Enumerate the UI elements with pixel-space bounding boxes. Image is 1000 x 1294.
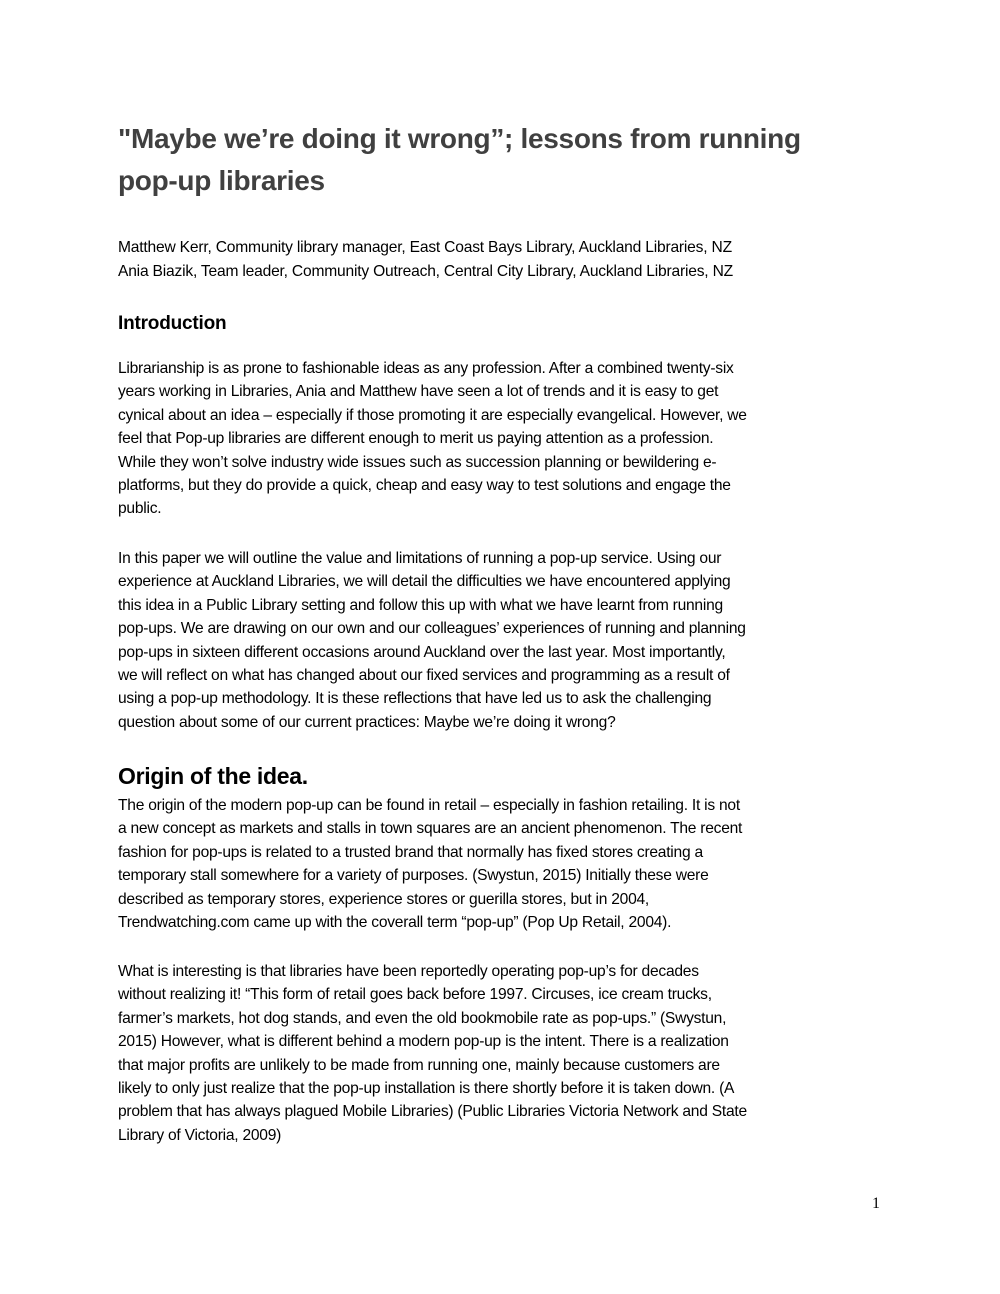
paragraph-introduction-1: [118, 357, 878, 521]
text-line: problem that has always plagued Mobile Libraries) (Public Libraries Victoria Network and State: [118, 1103, 747, 1121]
text-line: experience at Auckland Libraries, we will detail the difficulties we have encountered applying: [118, 573, 731, 591]
paragraph-origin-2: [118, 960, 878, 1147]
section-heading-introduction: Introduction: [118, 313, 227, 334]
text-line: years working in Libraries, Ania and Matthew have seen a lot of trends and it is easy to get: [118, 383, 719, 401]
text-line: we will reflect on what has changed about our fixed services and programming as a result of: [118, 667, 730, 685]
text-line: without realizing it! “This form of retail goes back before 1997. Circuses, ice cream trucks,: [118, 986, 712, 1004]
text-line: Trendwatching.com came up with the coverall term “pop-up” (Pop Up Retail, 2004).: [118, 914, 672, 932]
text-line: this idea in a Public Library setting and follow this up with what we have learnt from running: [118, 596, 723, 614]
document-title: [118, 118, 878, 202]
section-heading-origin: Origin of the idea.: [118, 763, 308, 789]
text-line: pop-ups. We are drawing on our own and our colleagues’ experiences of running and planning: [118, 620, 746, 638]
text-line: cynical about an idea – especially if those promoting it are especially evangelical. However, we: [118, 406, 747, 424]
text-line: described as temporary stores, experience stores or guerilla stores, but in 2004,: [118, 890, 650, 908]
page-number: 1: [872, 1195, 880, 1212]
text-line: What is interesting is that libraries have been reportedly operating pop-up’s for decades: [118, 963, 699, 980]
title-line: pop-up libraries: [118, 165, 325, 196]
text-line: In this paper we will outline the value and limitations of running a pop-up service. Using our: [118, 550, 722, 567]
text-line: Librarianship is as prone to fashionable ideas as any profession. After a combined twenty-six: [118, 360, 734, 377]
paragraph-origin-1: [118, 794, 878, 934]
text-line: Library of Victoria, 2009): [118, 1126, 282, 1144]
text-line: The origin of the modern pop-up can be found in retail – especially in fashion retailing. It is not: [118, 797, 740, 814]
text-line: using a pop-up methodology. It is these reflections that have led us to ask the challenging: [118, 690, 712, 708]
paragraph-introduction-2: [118, 547, 878, 734]
text-line: platforms, but they do provide a quick, cheap and easy way to test solutions and engage the: [118, 477, 731, 495]
text-line: 2015) However, what is different behind a modern pop-up is the intent. There is a realization: [118, 1033, 729, 1051]
text-line: public.: [118, 500, 162, 518]
text-line: pop-ups in sixteen different occasions around Auckland over the last year. Most importantly,: [118, 643, 726, 661]
author-line: Matthew Kerr, Community library manager, East Coast Bays Library, Auckland Libraries, NZ: [118, 239, 732, 256]
text-line: While they won’t solve industry wide issues such as succession planning or bewildering e-: [118, 453, 717, 471]
text-line: likely to only just realize that the pop-up installation is there shortly before it is taken down. (A: [118, 1080, 735, 1098]
author-line: Ania Biazik, Team leader, Community Outreach, Central City Library, Auckland Libraries, NZ: [118, 263, 733, 280]
text-line: that major profits are unlikely to be made from running one, mainly because customers are: [118, 1056, 720, 1074]
text-line: question about some of our current practices: Maybe we’re doing it wrong?: [118, 713, 616, 731]
author-list: [118, 236, 878, 284]
text-line: temporary stall somewhere for a variety of purposes. (Swystun, 2015) Initially these were: [118, 867, 709, 885]
text-line: feel that Pop-up libraries are different enough to merit us paying attention as a profession.: [118, 430, 714, 448]
text-line: a new concept as markets and stalls in town squares are an ancient phenomenon. The recent: [118, 820, 743, 838]
title-line: "Maybe we’re doing it wrong”; lessons from running: [118, 123, 801, 154]
text-line: fashion for pop-ups is related to a trusted brand that normally has fixed stores creating a: [118, 843, 703, 861]
text-line: farmer’s markets, hot dog stands, and even the old bookmobile rate as pop-ups.” (Swystun,: [118, 1009, 727, 1027]
